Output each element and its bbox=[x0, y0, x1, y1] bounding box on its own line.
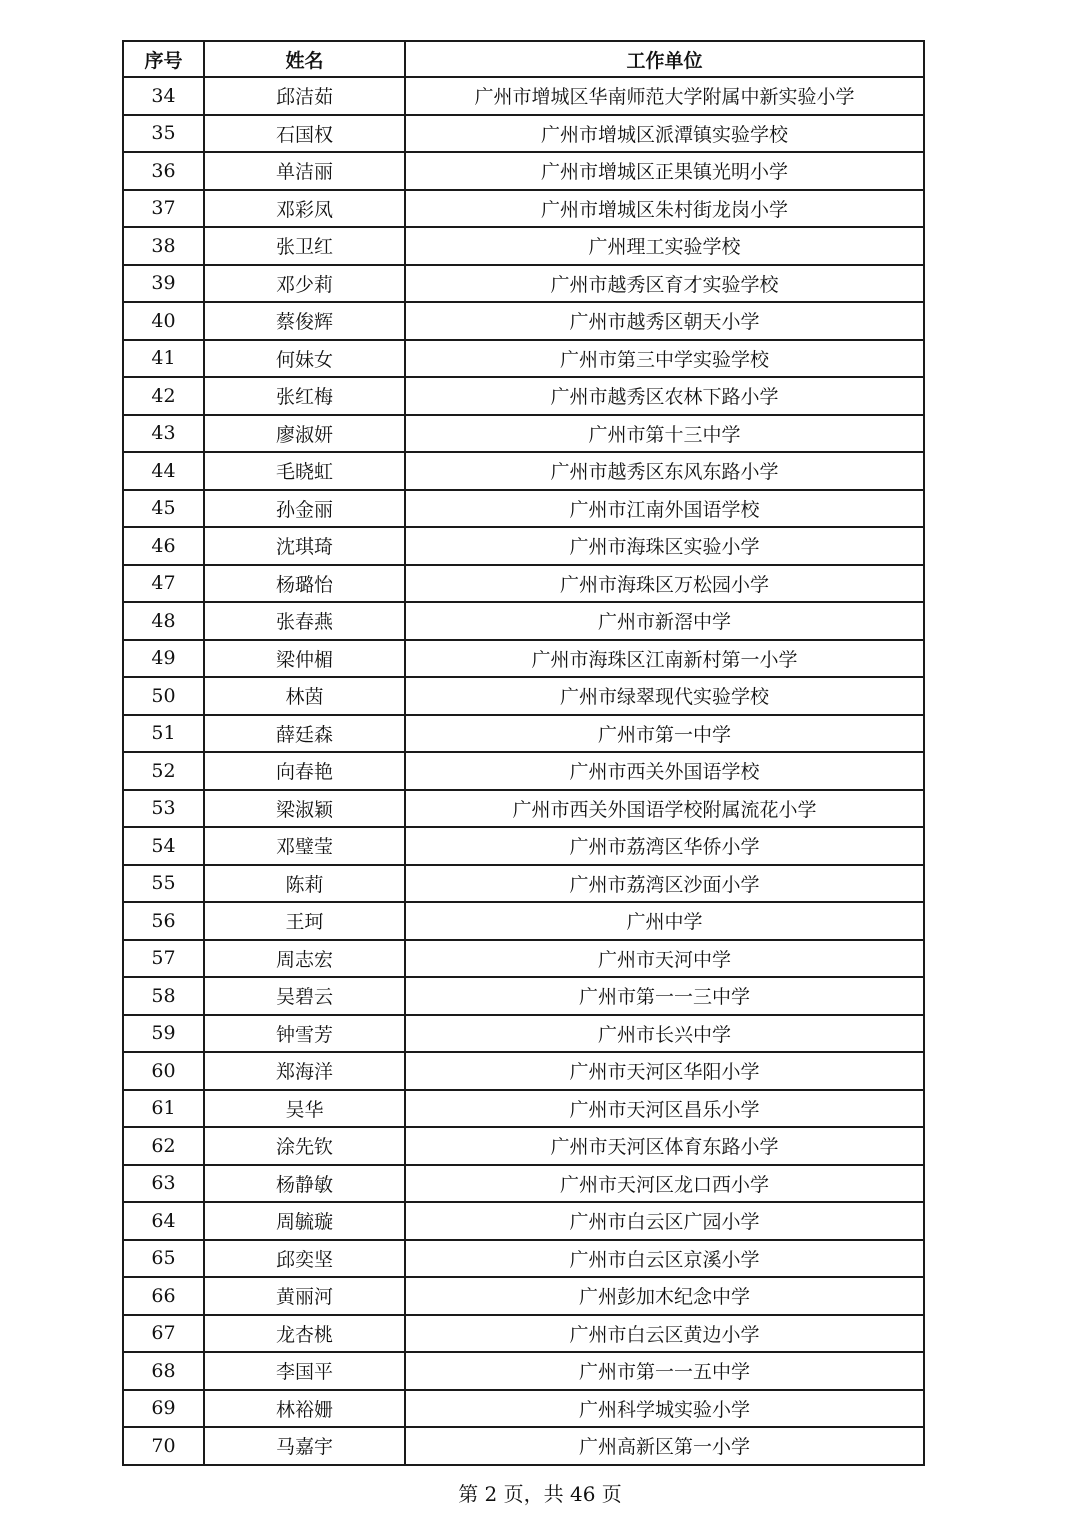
cell-seq: 57 bbox=[123, 940, 204, 978]
cell-name: 林裕姗 bbox=[204, 1390, 405, 1428]
cell-name: 邓少莉 bbox=[204, 265, 405, 303]
table-row bbox=[123, 1165, 924, 1203]
cell-unit: 广州市海珠区江南新村第一小学 bbox=[405, 640, 924, 678]
cell-unit: 广州理工实验学校 bbox=[405, 227, 924, 265]
table-row bbox=[123, 302, 924, 340]
cell-seq: 70 bbox=[123, 1427, 204, 1465]
table-row bbox=[123, 340, 924, 378]
cell-unit: 广州市增城区华南师范大学附属中新实验小学 bbox=[405, 77, 924, 115]
cell-seq: 42 bbox=[123, 377, 204, 415]
cell-name: 杨璐怡 bbox=[204, 565, 405, 603]
cell-seq: 55 bbox=[123, 865, 204, 903]
cell-seq: 65 bbox=[123, 1240, 204, 1278]
cell-unit: 广州市天河中学 bbox=[405, 940, 924, 978]
table-row bbox=[123, 1427, 924, 1465]
cell-name: 孙金丽 bbox=[204, 490, 405, 528]
cell-name: 龙杏桃 bbox=[204, 1315, 405, 1353]
cell-name: 梁仲楣 bbox=[204, 640, 405, 678]
cell-name: 周志宏 bbox=[204, 940, 405, 978]
cell-unit: 广州市白云区广园小学 bbox=[405, 1202, 924, 1240]
cell-seq: 66 bbox=[123, 1277, 204, 1315]
cell-name: 林茵 bbox=[204, 677, 405, 715]
table-row bbox=[123, 415, 924, 453]
table-row bbox=[123, 377, 924, 415]
cell-unit: 广州市越秀区朝天小学 bbox=[405, 302, 924, 340]
table-row bbox=[123, 1202, 924, 1240]
cell-seq: 56 bbox=[123, 902, 204, 940]
column-header-seq: 序号 bbox=[123, 41, 204, 77]
cell-name: 向春艳 bbox=[204, 752, 405, 790]
cell-name: 马嘉宇 bbox=[204, 1427, 405, 1465]
cell-unit: 广州市第十三中学 bbox=[405, 415, 924, 453]
table-row bbox=[123, 940, 924, 978]
table-row bbox=[123, 640, 924, 678]
cell-seq: 46 bbox=[123, 527, 204, 565]
column-header-unit: 工作单位 bbox=[405, 41, 924, 77]
cell-seq: 36 bbox=[123, 152, 204, 190]
cell-unit: 广州科学城实验小学 bbox=[405, 1390, 924, 1428]
staff-table bbox=[122, 40, 925, 1466]
cell-name: 张卫红 bbox=[204, 227, 405, 265]
cell-name: 邓璧莹 bbox=[204, 827, 405, 865]
cell-name: 邱奕坚 bbox=[204, 1240, 405, 1278]
cell-seq: 68 bbox=[123, 1352, 204, 1390]
cell-name: 毛晓虹 bbox=[204, 452, 405, 490]
cell-seq: 35 bbox=[123, 115, 204, 153]
table-row bbox=[123, 752, 924, 790]
table-row bbox=[123, 1352, 924, 1390]
table-row bbox=[123, 977, 924, 1015]
table-row bbox=[123, 715, 924, 753]
table-row bbox=[123, 152, 924, 190]
cell-unit: 广州市天河区龙口西小学 bbox=[405, 1165, 924, 1203]
cell-unit: 广州市海珠区实验小学 bbox=[405, 527, 924, 565]
table-row bbox=[123, 1390, 924, 1428]
cell-unit: 广州市绿翠现代实验学校 bbox=[405, 677, 924, 715]
cell-unit: 广州市白云区京溪小学 bbox=[405, 1240, 924, 1278]
cell-seq: 50 bbox=[123, 677, 204, 715]
cell-seq: 44 bbox=[123, 452, 204, 490]
table-row bbox=[123, 790, 924, 828]
cell-seq: 51 bbox=[123, 715, 204, 753]
table-row bbox=[123, 265, 924, 303]
cell-unit: 广州市海珠区万松园小学 bbox=[405, 565, 924, 603]
cell-name: 张红梅 bbox=[204, 377, 405, 415]
cell-seq: 62 bbox=[123, 1127, 204, 1165]
cell-name: 蔡俊辉 bbox=[204, 302, 405, 340]
cell-name: 何妹女 bbox=[204, 340, 405, 378]
cell-unit: 广州市第三中学实验学校 bbox=[405, 340, 924, 378]
table-row bbox=[123, 677, 924, 715]
table-row bbox=[123, 190, 924, 228]
cell-seq: 48 bbox=[123, 602, 204, 640]
cell-unit: 广州市长兴中学 bbox=[405, 1015, 924, 1053]
cell-name: 黄丽河 bbox=[204, 1277, 405, 1315]
cell-seq: 67 bbox=[123, 1315, 204, 1353]
cell-seq: 60 bbox=[123, 1052, 204, 1090]
table-row bbox=[123, 115, 924, 153]
table-row bbox=[123, 602, 924, 640]
cell-seq: 63 bbox=[123, 1165, 204, 1203]
cell-unit: 广州市西关外国语学校 bbox=[405, 752, 924, 790]
cell-unit: 广州市荔湾区沙面小学 bbox=[405, 865, 924, 903]
cell-name: 吴碧云 bbox=[204, 977, 405, 1015]
table-row bbox=[123, 827, 924, 865]
cell-name: 李国平 bbox=[204, 1352, 405, 1390]
cell-name: 吴华 bbox=[204, 1090, 405, 1128]
cell-name: 石国权 bbox=[204, 115, 405, 153]
cell-unit: 广州市西关外国语学校附属流花小学 bbox=[405, 790, 924, 828]
cell-seq: 69 bbox=[123, 1390, 204, 1428]
table-row bbox=[123, 227, 924, 265]
cell-name: 邓彩凤 bbox=[204, 190, 405, 228]
table-row bbox=[123, 490, 924, 528]
cell-name: 钟雪芳 bbox=[204, 1015, 405, 1053]
cell-unit: 广州市增城区朱村街龙岗小学 bbox=[405, 190, 924, 228]
table-row bbox=[123, 1015, 924, 1053]
cell-name: 薛廷森 bbox=[204, 715, 405, 753]
cell-name: 廖淑妍 bbox=[204, 415, 405, 453]
cell-seq: 43 bbox=[123, 415, 204, 453]
cell-seq: 47 bbox=[123, 565, 204, 603]
column-header-name: 姓名 bbox=[204, 41, 405, 77]
cell-seq: 61 bbox=[123, 1090, 204, 1128]
table-row bbox=[123, 77, 924, 115]
cell-unit: 广州市增城区正果镇光明小学 bbox=[405, 152, 924, 190]
table-row bbox=[123, 865, 924, 903]
cell-unit: 广州市白云区黄边小学 bbox=[405, 1315, 924, 1353]
cell-name: 张春燕 bbox=[204, 602, 405, 640]
cell-seq: 40 bbox=[123, 302, 204, 340]
cell-unit: 广州高新区第一小学 bbox=[405, 1427, 924, 1465]
table-header-row bbox=[123, 41, 924, 77]
table-body bbox=[123, 77, 924, 1465]
cell-unit: 广州市天河区华阳小学 bbox=[405, 1052, 924, 1090]
table-row bbox=[123, 1052, 924, 1090]
cell-name: 邱洁茹 bbox=[204, 77, 405, 115]
cell-unit: 广州市天河区昌乐小学 bbox=[405, 1090, 924, 1128]
cell-unit: 广州中学 bbox=[405, 902, 924, 940]
cell-name: 王珂 bbox=[204, 902, 405, 940]
cell-seq: 37 bbox=[123, 190, 204, 228]
cell-name: 沈琪琦 bbox=[204, 527, 405, 565]
cell-seq: 45 bbox=[123, 490, 204, 528]
cell-unit: 广州市越秀区育才实验学校 bbox=[405, 265, 924, 303]
table-row bbox=[123, 1127, 924, 1165]
cell-seq: 53 bbox=[123, 790, 204, 828]
cell-unit: 广州市新滘中学 bbox=[405, 602, 924, 640]
cell-seq: 64 bbox=[123, 1202, 204, 1240]
cell-unit: 广州市增城区派潭镇实验学校 bbox=[405, 115, 924, 153]
cell-seq: 38 bbox=[123, 227, 204, 265]
cell-unit: 广州市第一一五中学 bbox=[405, 1352, 924, 1390]
table-row bbox=[123, 1277, 924, 1315]
cell-name: 周毓璇 bbox=[204, 1202, 405, 1240]
cell-name: 梁淑颖 bbox=[204, 790, 405, 828]
cell-unit: 广州彭加木纪念中学 bbox=[405, 1277, 924, 1315]
cell-seq: 49 bbox=[123, 640, 204, 678]
table-row bbox=[123, 527, 924, 565]
cell-unit: 广州市天河区体育东路小学 bbox=[405, 1127, 924, 1165]
table-row bbox=[123, 1315, 924, 1353]
cell-unit: 广州市越秀区农林下路小学 bbox=[405, 377, 924, 415]
cell-seq: 39 bbox=[123, 265, 204, 303]
cell-unit: 广州市越秀区东风东路小学 bbox=[405, 452, 924, 490]
table-row bbox=[123, 452, 924, 490]
cell-unit: 广州市第一中学 bbox=[405, 715, 924, 753]
cell-name: 杨静敏 bbox=[204, 1165, 405, 1203]
table-row bbox=[123, 1090, 924, 1128]
cell-name: 陈莉 bbox=[204, 865, 405, 903]
cell-seq: 58 bbox=[123, 977, 204, 1015]
cell-seq: 34 bbox=[123, 77, 204, 115]
table-row bbox=[123, 1240, 924, 1278]
cell-name: 涂先钦 bbox=[204, 1127, 405, 1165]
cell-name: 单洁丽 bbox=[204, 152, 405, 190]
cell-seq: 52 bbox=[123, 752, 204, 790]
table-row bbox=[123, 565, 924, 603]
cell-unit: 广州市第一一三中学 bbox=[405, 977, 924, 1015]
cell-seq: 54 bbox=[123, 827, 204, 865]
page-number-footer: 第 2 页，共 46 页 bbox=[458, 1482, 622, 1506]
cell-unit: 广州市荔湾区华侨小学 bbox=[405, 827, 924, 865]
table-row bbox=[123, 902, 924, 940]
cell-unit: 广州市江南外国语学校 bbox=[405, 490, 924, 528]
cell-seq: 59 bbox=[123, 1015, 204, 1053]
cell-seq: 41 bbox=[123, 340, 204, 378]
cell-name: 郑海洋 bbox=[204, 1052, 405, 1090]
